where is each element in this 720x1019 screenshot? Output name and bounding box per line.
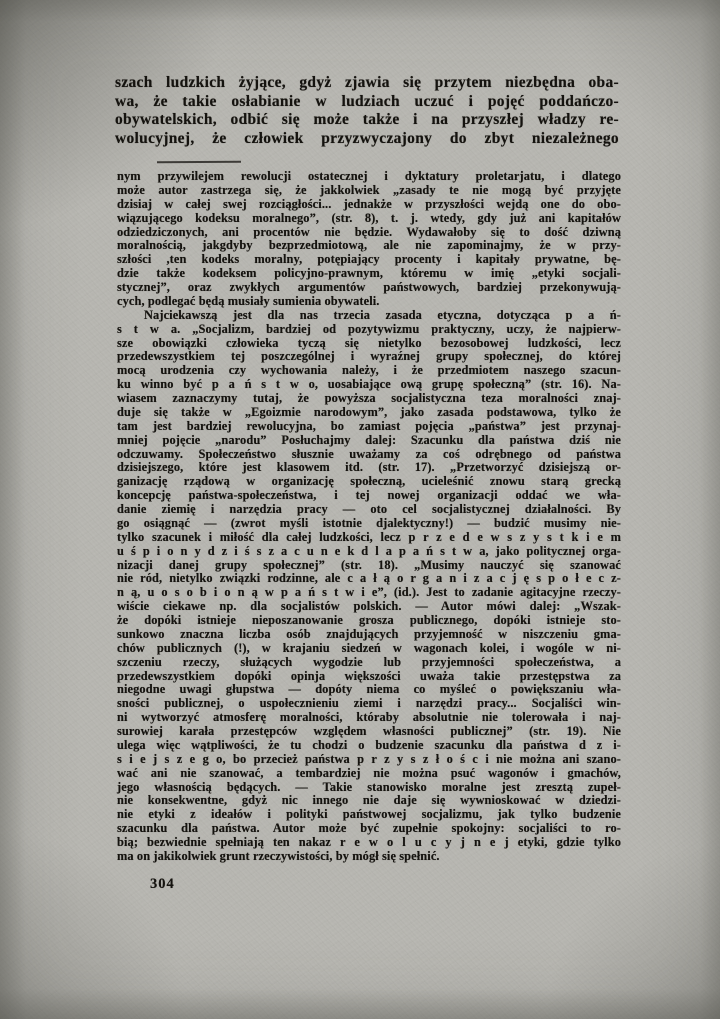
text-line: nie ród, nietylko związki rodzinne, ale c a ł ą o r g a n i z a c j ę s p o ł e c z-	[117, 571, 621, 586]
text-line: że dopóki istnieje nieposzanowanie grosza publicznego, dopóki istnieje sto-	[117, 613, 621, 627]
text-line: mocą urodzenia czy wychowania należy, i że przedmiotem naszego szacun-	[117, 363, 621, 378]
text-line: u ś p i o n y d z i ś s z a c u n e k d l a p a ń s t w a, jako politycznej orga-	[117, 543, 621, 558]
text-line: mniej pojęcie „narodu” Posłuchajmy dalej: Szacunku dla państwa dziś nie	[117, 432, 621, 447]
text-line: szacunku dla państwa. Autor może być zupełnie spokojny: socjaliści to ro-	[117, 821, 621, 836]
text-line: tam jest bardziej rewolucyjna, bo zamiast pojęcia „państwa” jest przynaj-	[117, 418, 621, 433]
text-line: cych, podlegać będą musiały sumienia obywateli.	[117, 293, 380, 308]
text-line: sunkowo znaczna liczba osób znajdujących przyjemność w niszczeniu gma-	[117, 626, 621, 641]
text-line: ku winno być p a ń s t w o, uosabiające ową grupę społeczną” (str. 16). Na-	[117, 377, 621, 392]
text-line: wa, że takie osłabianie w ludziach uczuć i pojęć poddańczo-	[115, 92, 619, 110]
text-line: tylko szacunek i miłość dla całej ludzkości, lecz p r z e d e w s z y s t k i e m	[117, 529, 621, 544]
text-line: może autor zastrzega się, że jakkolwiek „zasady te nie mogą być przyjęte	[117, 182, 621, 197]
text-line: dzisiaj w całej swej rozciągłości... jednakże w przyszłości wejdą one do obo-	[117, 196, 621, 211]
text-line: stycznej”, oraz zwykłych argumentów państwowych, bardziej przekonywują-	[117, 280, 621, 294]
text-line: ulega więc wątpliwości, że tu chodzi o budzenie szacunku dla państwa d z i-	[117, 737, 621, 752]
text-line: moralnością, jakgdyby bezprzedmiotową, ale nie zapominajmy, że w przy-	[117, 238, 621, 253]
text-line: przedewszystkiem tej poszczególnej i wyraźnej grupy społecznej, do której	[117, 349, 621, 364]
text-line: n ą, u o s o b i o n ą w p a ń s t w i e”, (id.). Jest to zadanie agitacyjne rzeczy-	[117, 585, 621, 600]
text-line: nie konsekwentne, gdyż nic innego nie daje się wywnioskować w dziedzi-	[117, 793, 621, 808]
text-line: dzie także kodeksem policyjno-prawnym, któremu w imię „etyki socjali-	[117, 266, 621, 281]
text-line: odczuwamy. Społeczeństwo słusznie uważamy za coś odrębnego od państwa	[117, 446, 621, 461]
text-line: obywatelskich, odbić się może także i na przyszłej władzy re-	[115, 111, 619, 129]
text-line: odziedziczonych, ani procentów nie będzie. Wydawałoby się to dość dziwną	[117, 224, 621, 239]
footnote-paragraph	[117, 309, 621, 864]
footnote-separator-rule	[157, 161, 241, 164]
text-line: chów publicznych (!), w krajaniu siedzeń w wagonach kolei, i wogóle w ni-	[117, 640, 621, 655]
text-line: szczeniu rzeczy, służących wygodzie lub przyjemności społeczeństwa, a	[117, 654, 621, 669]
text-line: sze obowiązki człowieka tyczą się nietylko bezosobowej ludzkości, lecz	[117, 335, 621, 350]
text-line: wać ani nie szanować, a tembardziej nie można psuć wagonów i gmachów,	[117, 765, 621, 780]
text-line: ni wytworzyć atmosferę moralności, któraby absolutnie nie tolerowała i naj-	[117, 710, 621, 725]
main-paragraph	[115, 74, 619, 148]
text-line: ma on jakikolwiek grunt rzeczywistości, by mógł się spełnić.	[117, 848, 440, 863]
text-line: Najciekawszą jest dla nas trzecia zasada etyczna, dotycząca p a ń-	[144, 307, 621, 322]
text-line: dzisiejszego, które jest klasowem itd. (str. 17). „Przetworzyć dzisiejszą or-	[117, 460, 621, 475]
text-line: nym przywilejem rewolucji ostatecznej i dyktatury proletarjatu, i dlatego	[117, 169, 621, 183]
text-line: wiście ciekawe np. dla socjalistów polskich. — Autor mówi dalej: „Wszak-	[117, 599, 621, 614]
text-line: ganizację rządową w organizację społeczną, ucieleśnić znowu starą grecką	[117, 474, 621, 489]
page-number: 304	[150, 876, 175, 892]
text-line: danie ziemię i narzędzia pracy — oto cel socjalistycznej działalności. By	[117, 502, 621, 516]
text-line: szłości ,ten kodeks moralny, potępiający procenty i kapitały prywatne, bę-	[117, 252, 621, 267]
text-line: wiązującego kodeksu moralnego”, (str. 8), t. j. wtedy, gdy już ani kapitałów	[117, 210, 621, 225]
text-line: s i e j s z e g o, bo przecież państwa p r z y s z ł o ś c i nie można ani szano-	[117, 751, 621, 766]
text-line: surowiej karała przestępców względem własności publicznej” (str. 19). Nie	[117, 724, 621, 738]
text-line: bią; bezwiednie spełniają ten nakaz r e w o l u c y j n e j etyki, gdzie tylko	[117, 835, 621, 849]
text-line: go osiągnąć — (zwrot myśli istotnie djalektyczny!) — budzić musimy nie-	[117, 515, 621, 530]
text-line: sności publicznej, o uspołecznieniu ziemi i narzędzi pracy... Socjaliści win-	[117, 696, 621, 711]
text-line: nie etyki z ideałów i polityki państwowej socjalizmu, jak tylko budzenie	[117, 807, 621, 822]
footnote-paragraph	[117, 170, 621, 309]
text-line: szach ludzkich żyjące, gdyż zjawia się przytem niezbędna oba-	[115, 74, 619, 91]
footnote-block	[117, 170, 621, 864]
text-line: nizacji danej grupy społecznej” (str. 18). „Musimy nauczyć się szanować	[117, 557, 621, 572]
text-line: wolucyjnej, że człowiek przyzwyczajony do zbyt niezależnego	[115, 129, 619, 147]
text-line: niegodne uwagi głupstwa — dopóty niema co myśleć o powiększaniu wła-	[117, 682, 621, 697]
text-line: przedewszystkiem dopóki opinja większości uważa takie przestępstwa za	[117, 668, 621, 683]
text-line: jego własnością będących. — Takie stanowisko moralne jest zresztą zupeł-	[117, 779, 621, 794]
text-line: s t w a. „Socjalizm, bardziej od pozytywizmu praktyczny, uczy, że najpierw-	[117, 321, 621, 336]
text-line: duje się także w „Egoizmie narodowym”, jako zasada podstawowa, tylko że	[117, 404, 621, 419]
text-line: wiasem zaznaczymy tutaj, że powyższa socjalistyczna teza moralności znaj-	[117, 391, 621, 405]
text-line: koncepcję państwa-społeczeństwa, i tej nowej organizacji oddać we wła-	[117, 488, 621, 503]
